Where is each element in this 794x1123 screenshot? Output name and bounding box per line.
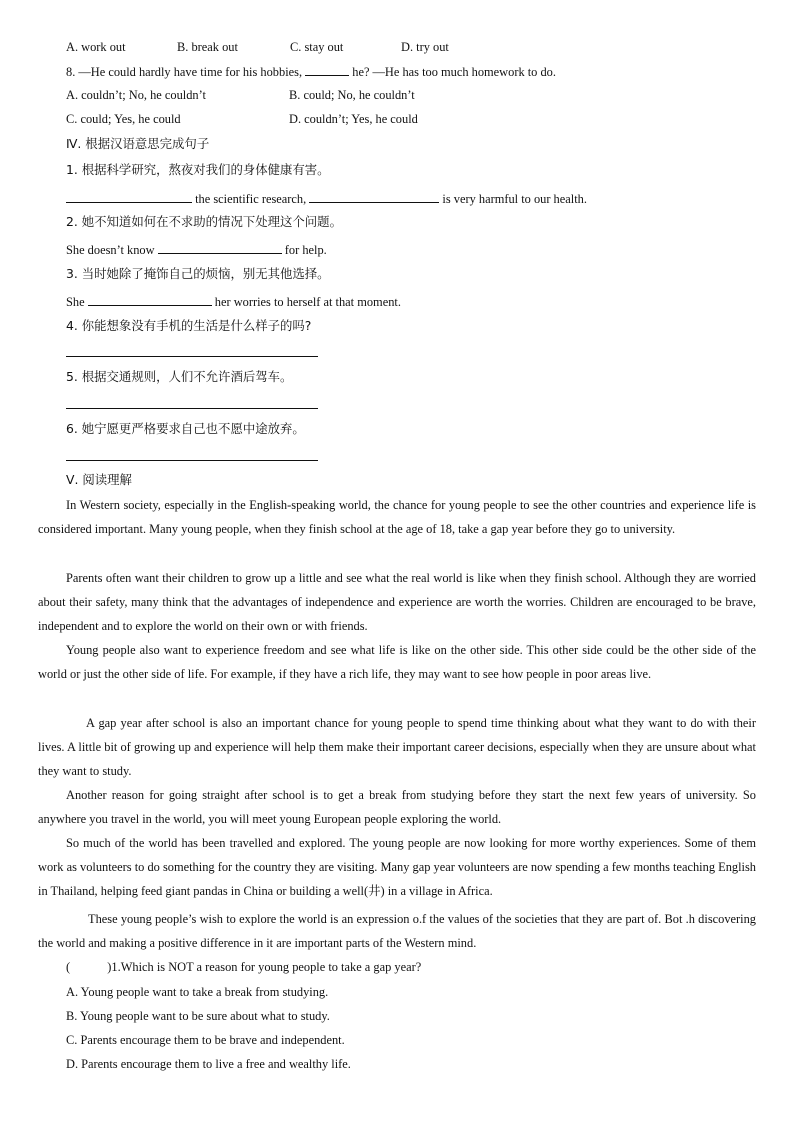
sentence-5-answer-line [66,408,318,409]
passage-paragraph-1: In Western society, especially in the English-speaking world, the chance for young people to see the other countries and experience life is considered important. Many young people, when they finish school at the age of 18, take a gap year before they go to university. [38,498,756,537]
q8-answer-blank [305,63,349,76]
q7-option-c: C. stay out [290,40,344,54]
q7-option-b: B. break out [177,40,238,54]
sentence-1-english [66,190,587,207]
sentence-1-chinese: 1. 根据科学研究，熬夜对我们的身体健康有害。 [66,162,330,177]
sentence-1-text-b: is very harmful to our health. [439,192,587,206]
q8-stem-part-a: 8. —He could hardly have time for his hobbies, [66,65,306,79]
passage-paragraph-7: These young people’s wish to explore the world is an expression o.f the values of the societies that they are part of. Bot .h discovering the world and making a positive difference in it are important parts of the Western mind. [38,912,756,951]
sentence-2-chinese: 2. 她不知道如何在不求助的情况下处理这个问题。 [66,214,342,229]
section-5-title: Ⅴ. 阅读理解 [66,472,132,487]
sentence-2-blank [158,241,282,254]
q8-option-b: B. could; No, he couldn’t [289,88,415,102]
sentence-6-answer-line [66,460,318,461]
sentence-6-chinese: 6. 她宁愿更严格要求自己也不愿中途放弃。 [66,421,305,436]
sentence-2-text-b: for help. [281,243,327,257]
question-1-option-c: C. Parents encourage them to be brave and independent. [66,1033,345,1047]
question-1-option-a: A. Young people want to take a break from studying. [66,985,329,999]
sentence-3-text-b: her worries to herself at that moment. [211,295,401,309]
sentence-3-chinese: 3. 当时她除了掩饰自己的烦恼，别无其他选择。 [66,266,330,281]
q8-option-a: A. couldn’t; No, he couldn’t [66,88,206,102]
question-1-option-d: D. Parents encourage them to live a free and wealthy life. [66,1057,351,1071]
q8-stem-part-b: he? —He has too much homework to do. [349,65,556,79]
sentence-4-answer-line [66,356,318,357]
q8-stem [66,63,556,80]
q7-option-a: A. work out [66,40,126,54]
passage-paragraph-2: Parents often want their children to grow up a little and see what the real world is like when they finish school. Although they are worried about their safety, many think that the advantages of independence and experience are worth the worries. Children are encouraged to be brave, independent and to explore the world on their own or with friends. [38,571,756,634]
q7-option-d: D. try out [401,40,449,54]
sentence-3-blank [88,293,212,306]
question-1-stem: ( )1.Which is NOT a reason for young people to take a gap year? [66,960,422,974]
sentence-1-blank-1 [66,190,192,203]
sentence-3-english [66,293,401,310]
passage-paragraph-6: So much of the world has been travelled and explored. The young people are now looking for more worthy experiences. Some of them work as volunteers to do something for the country they are visiting. Many gap year volunteers are now spending a few months teaching English in Thailand, helping feed giant pandas in China or building a well(井) in a village in Africa. [38,836,756,899]
q8-option-c: C. could; Yes, he could [66,112,181,126]
sentence-2-english [66,241,327,258]
sentence-3-text-a: She [66,295,88,309]
sentence-1-text-a: the scientific research, [192,192,310,206]
sentence-4-chinese: 4. 你能想象没有手机的生活是什么样子的吗? [66,318,312,333]
section-4-title: Ⅳ. 根据汉语意思完成句子 [66,136,210,151]
sentence-5-chinese: 5. 根据交通规则，人们不允许酒后驾车。 [66,369,293,384]
sentence-1-blank-2 [309,190,439,203]
passage-paragraph-5: Another reason for going straight after school is to get a break from studying before they start the next few years of university. So anywhere you travel in the world, you will meet young European people exploring the world. [38,788,756,827]
q8-option-d: D. couldn’t; Yes, he could [289,112,418,126]
sentence-2-text-a: She doesn’t know [66,243,158,257]
passage-paragraph-4: A gap year after school is also an important chance for young people to spend time thinking about what they want to do with their lives. A little bit of growing up and experience will help them make their important career decisions, especially when they are unsure about what they want to study. [38,716,756,779]
question-1-option-b: B. Young people want to be sure about what to study. [66,1009,330,1023]
passage-paragraph-3: Young people also want to experience freedom and see what life is like on the other side. This other side could be the other side of the world or just the other side of life. For example, if they have a rich life, they may want to see how people in poor areas live. [38,643,756,682]
